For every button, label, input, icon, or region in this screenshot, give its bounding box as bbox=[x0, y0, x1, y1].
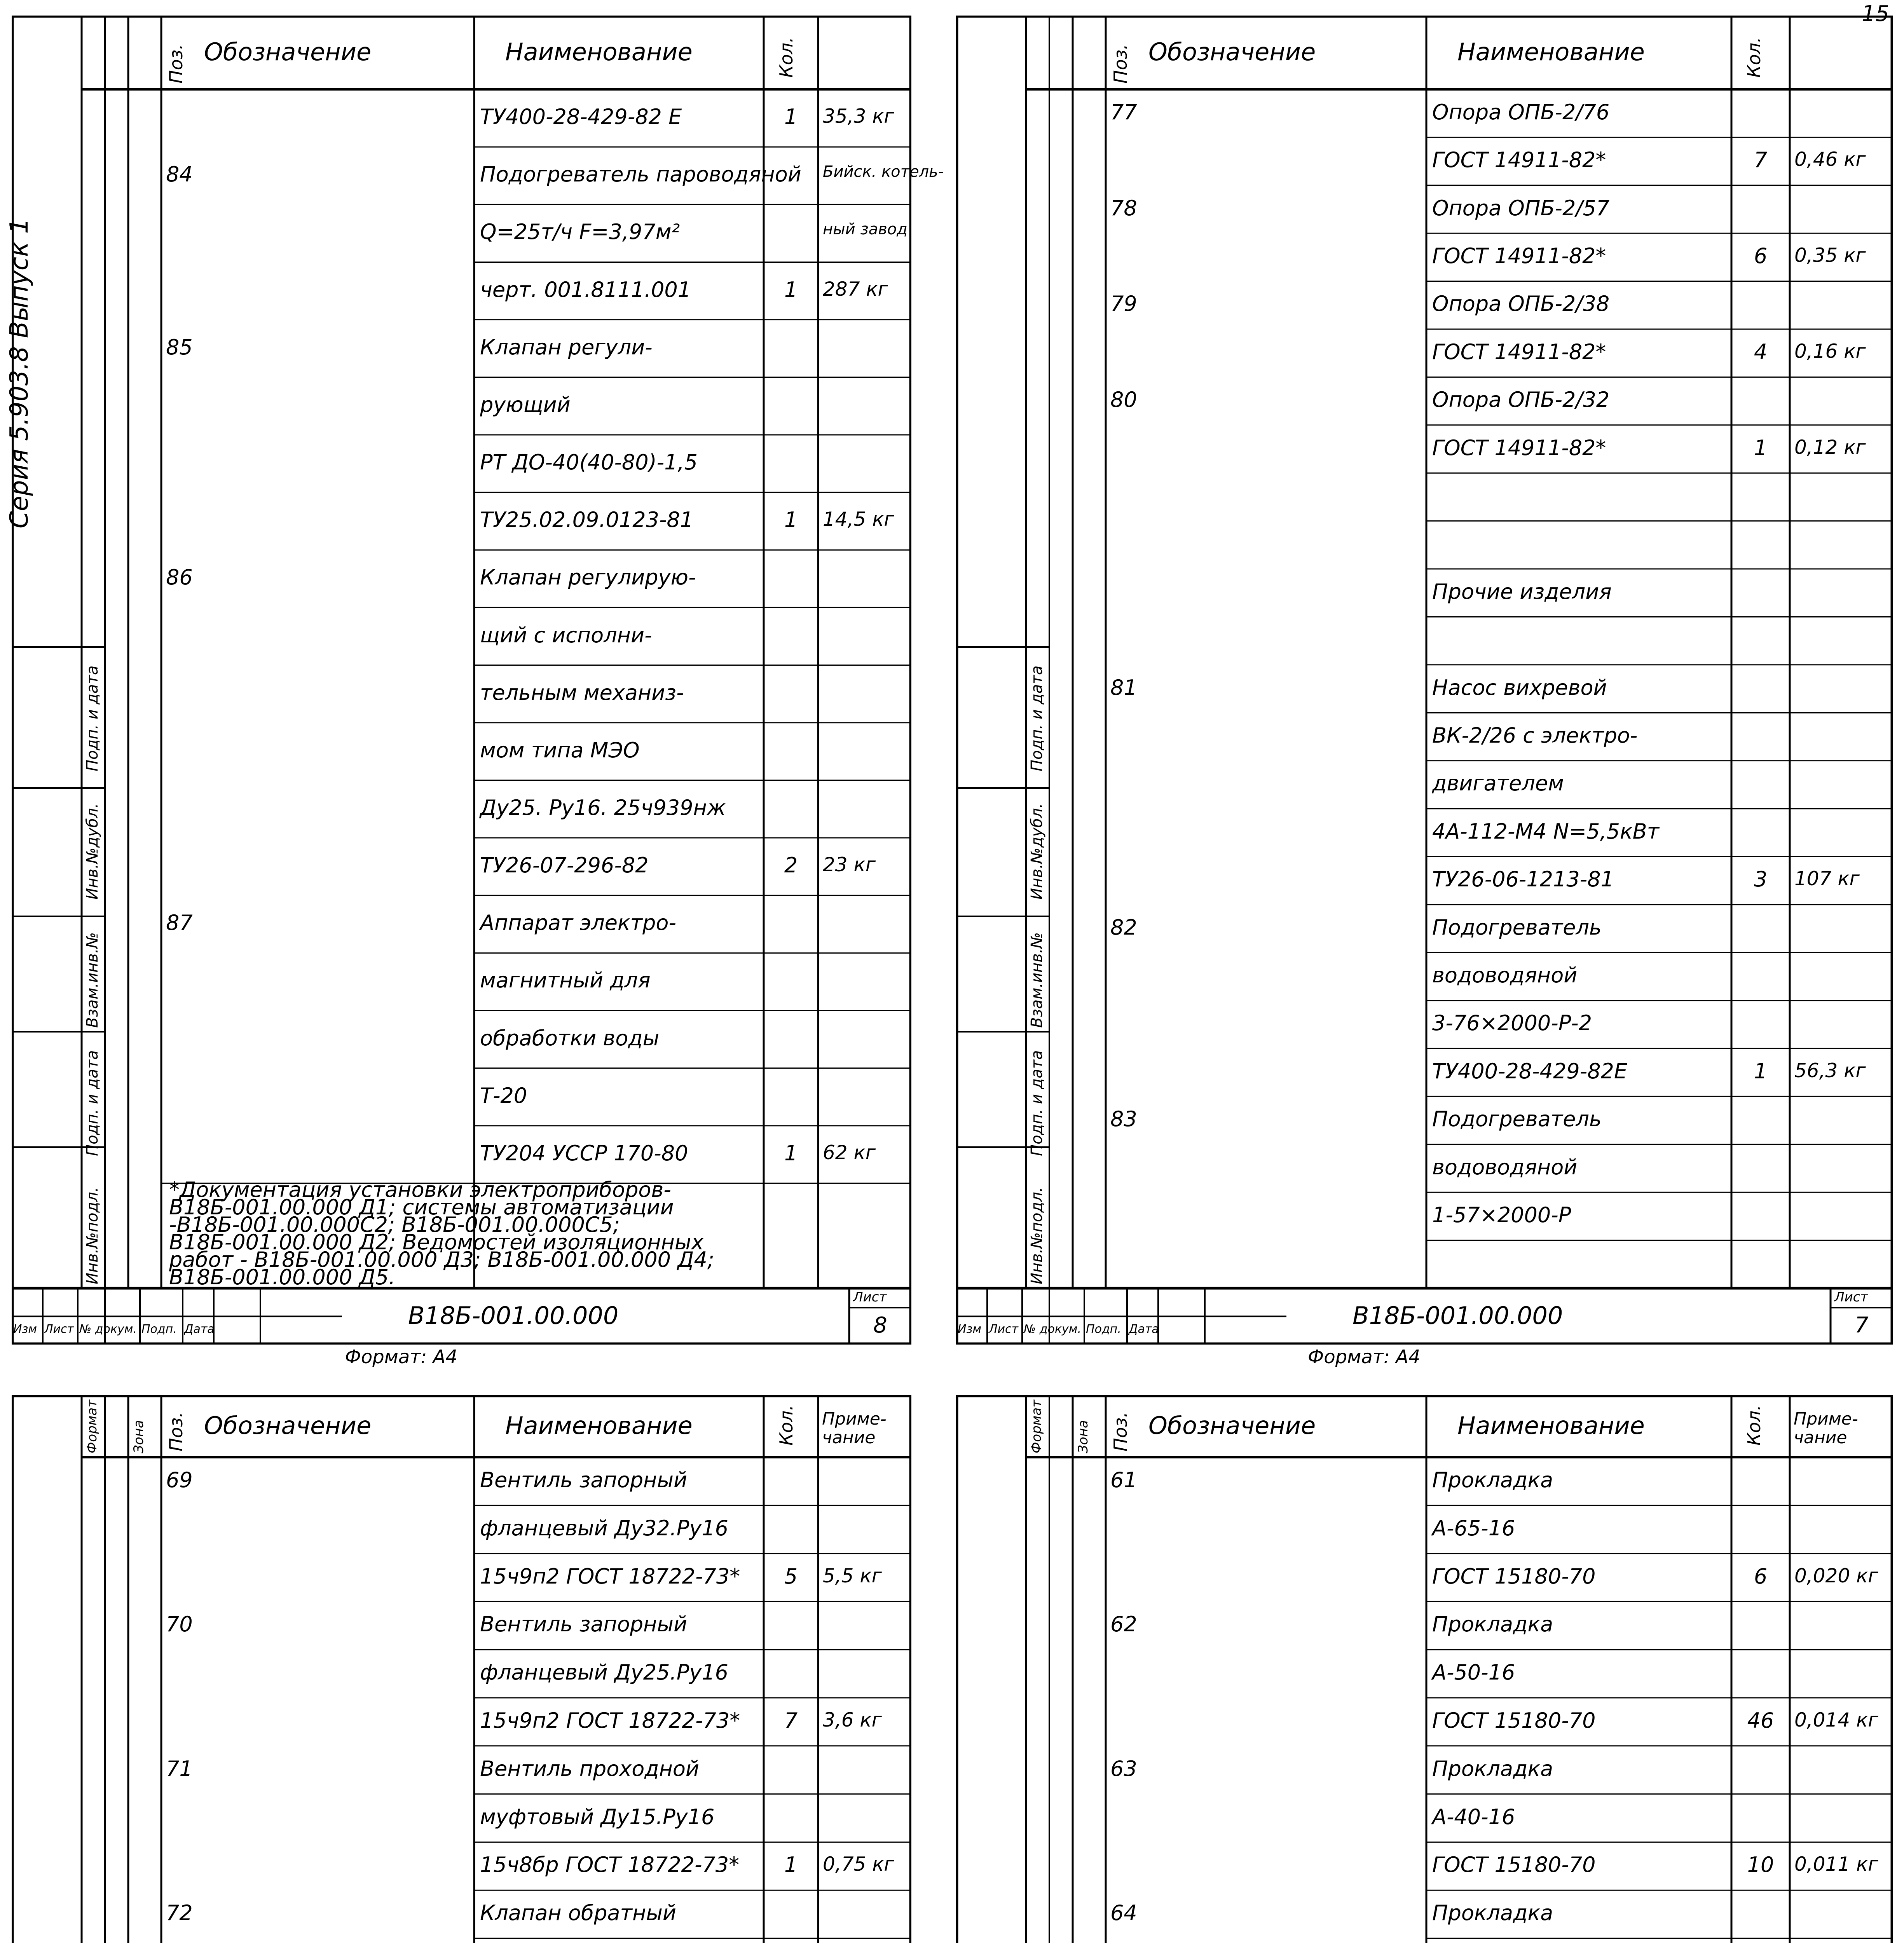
row-name: обработки воды bbox=[480, 1026, 660, 1050]
row-quantity: 10 bbox=[1747, 1852, 1774, 1877]
header-pos: Поз. bbox=[1110, 1412, 1131, 1451]
row-name: Опора ОПБ-2/38 bbox=[1432, 291, 1610, 316]
row-position: 80 bbox=[1110, 387, 1137, 412]
header-name: Наименование bbox=[1457, 38, 1645, 66]
row-name: ГОСТ 14911-82* bbox=[1432, 243, 1606, 268]
header-qty: Кол. bbox=[776, 37, 797, 78]
row-position: 71 bbox=[166, 1756, 193, 1781]
row-note: 14,5 кг bbox=[823, 508, 894, 531]
row-position: 79 bbox=[1110, 291, 1137, 316]
row-name: Опора ОПБ-2/32 bbox=[1432, 387, 1610, 412]
row-name: РТ ДО-40(40-80)-1,5 bbox=[480, 450, 698, 475]
header-format: Формат bbox=[1029, 1400, 1044, 1453]
tb-document-code: В18Б-001.00.000 bbox=[1353, 1301, 1563, 1330]
row-note: 23 кг bbox=[823, 853, 876, 876]
row-quantity: 1 bbox=[784, 1852, 798, 1877]
row-note: 3,6 кг bbox=[823, 1708, 882, 1731]
row-quantity: 3 bbox=[1754, 867, 1768, 892]
row-note: 0,011 кг bbox=[1794, 1853, 1878, 1876]
sheet-grid bbox=[956, 16, 1893, 1345]
footnote-line: В18Б-001.00.000 Д5. bbox=[169, 1265, 396, 1289]
tb-data: Дата bbox=[1129, 1322, 1159, 1336]
side-stamp-label: Инв.№дубл. bbox=[1028, 803, 1046, 900]
row-position: 61 bbox=[1110, 1467, 1137, 1492]
row-note: ный завод bbox=[823, 220, 907, 239]
row-quantity: 1 bbox=[1754, 435, 1768, 460]
row-name: 15ч9п2 ГОСТ 18722-73* bbox=[480, 1708, 740, 1733]
row-position: 70 bbox=[166, 1612, 193, 1637]
row-name: ГОСТ 15180-70 bbox=[1432, 1708, 1596, 1733]
row-note: 62 кг bbox=[823, 1141, 876, 1164]
row-name: мом типа МЭО bbox=[480, 738, 640, 762]
row-quantity: 4 bbox=[1754, 339, 1768, 364]
row-name: 15ч8бр ГОСТ 18722-73* bbox=[480, 1852, 740, 1877]
side-stamp-label: Подп. и дата bbox=[84, 665, 101, 771]
row-name: А-65-16 bbox=[1432, 1516, 1515, 1540]
row-quantity: 1 bbox=[784, 1141, 798, 1165]
row-note: 0,12 кг bbox=[1794, 436, 1866, 459]
row-position: 63 bbox=[1110, 1756, 1137, 1781]
tb-format-label: Формат: А4 bbox=[345, 1346, 458, 1368]
row-note: 287 кг bbox=[823, 277, 888, 300]
tb-izm: Изм bbox=[13, 1322, 37, 1336]
row-position: 64 bbox=[1110, 1901, 1137, 1926]
header-designation: Обозначение bbox=[1148, 38, 1316, 66]
tb-sheet-number: 8 bbox=[873, 1313, 887, 1338]
row-quantity: 1 bbox=[784, 105, 798, 129]
header-qty: Кол. bbox=[776, 1405, 797, 1446]
row-position: 72 bbox=[166, 1901, 193, 1926]
spec-sheet-6 bbox=[12, 1395, 911, 1943]
row-name: А-40-16 bbox=[1432, 1804, 1515, 1829]
row-name: Подогреватель bbox=[1432, 1107, 1602, 1132]
header-designation: Обозначение bbox=[1148, 1411, 1316, 1440]
row-quantity: 1 bbox=[784, 508, 798, 532]
row-name: ГОСТ 15180-70 bbox=[1432, 1564, 1596, 1589]
row-quantity: 7 bbox=[1754, 148, 1768, 173]
row-name: фланцевый Ду25.Ру16 bbox=[480, 1660, 729, 1685]
row-name: водоводяной bbox=[1432, 1155, 1578, 1179]
row-name: Подогреватель пароводяной bbox=[480, 162, 801, 187]
row-quantity: 1 bbox=[784, 277, 798, 302]
row-note: 107 кг bbox=[1794, 867, 1860, 890]
side-stamp-label: Взам.инв.№ bbox=[84, 932, 101, 1028]
row-position: 85 bbox=[166, 335, 193, 359]
row-note: 0,020 кг bbox=[1794, 1564, 1878, 1587]
row-name: ВК-2/26 с электро- bbox=[1432, 723, 1638, 748]
row-note: Бийск. котель- bbox=[823, 163, 944, 181]
row-position: 84 bbox=[166, 162, 193, 187]
row-note: 0,75 кг bbox=[823, 1853, 894, 1876]
row-quantity: 1 bbox=[1754, 1059, 1768, 1083]
tb-list: Лист bbox=[44, 1322, 74, 1336]
row-note: 56,3 кг bbox=[1794, 1059, 1866, 1082]
footnote-line: -В18Б-001.00.000С2; В18Б-001.00.000С5; bbox=[169, 1212, 620, 1237]
row-name: Клапан регулирую- bbox=[480, 565, 696, 590]
header-name: Наименование bbox=[505, 38, 693, 66]
header-pos: Поз. bbox=[1110, 44, 1131, 84]
tb-format-label: Формат: А4 bbox=[1308, 1346, 1421, 1368]
spec-sheet-8 bbox=[12, 16, 944, 1368]
row-name: Опора ОПБ-2/57 bbox=[1432, 195, 1610, 220]
row-name: щий с исполни- bbox=[480, 623, 652, 647]
footnote-line: В18Б-001.00.000 Д1; системы автоматизации bbox=[169, 1195, 674, 1219]
side-stamp-label: Взам.инв.№ bbox=[1028, 932, 1046, 1028]
header-note: Приме-чание bbox=[822, 1409, 887, 1448]
header-note: Приме-чание bbox=[1794, 1409, 1858, 1448]
tb-document-code: В18Б-001.00.000 bbox=[408, 1301, 619, 1330]
row-note: 5,5 кг bbox=[823, 1564, 882, 1587]
page-number: 15 bbox=[1862, 1, 1890, 26]
header-pos: Поз. bbox=[166, 1412, 187, 1451]
row-name: черт. 001.8111.001 bbox=[480, 277, 691, 302]
row-note: 0,16 кг bbox=[1794, 340, 1866, 363]
row-name: фланцевый Ду32.Ру16 bbox=[480, 1516, 729, 1540]
row-quantity: 7 bbox=[784, 1708, 798, 1733]
row-quantity: 2 bbox=[784, 853, 798, 878]
header-designation: Обозначение bbox=[204, 38, 372, 66]
header-qty: Кол. bbox=[1743, 37, 1764, 78]
row-name: Вентиль запорный bbox=[480, 1612, 688, 1637]
tb-izm: Изм bbox=[958, 1322, 982, 1336]
header-format: Формат bbox=[84, 1400, 100, 1453]
row-name: Клапан обратный bbox=[480, 1901, 677, 1926]
row-name: Прокладка bbox=[1432, 1467, 1553, 1492]
row-name: Насос вихревой bbox=[1432, 675, 1607, 700]
footnote-line: В18Б-001.00.000 Д2; Ведомостей изоляционных bbox=[169, 1230, 704, 1254]
row-quantity: 6 bbox=[1754, 1564, 1768, 1589]
row-name: ТУ204 УССР 170-80 bbox=[480, 1141, 688, 1165]
row-name: Опора ОПБ-2/76 bbox=[1432, 99, 1610, 124]
row-name: Прокладка bbox=[1432, 1612, 1553, 1637]
row-position: 82 bbox=[1110, 915, 1137, 940]
tb-ndoc: № докум. bbox=[79, 1322, 137, 1336]
row-position: 78 bbox=[1110, 195, 1137, 220]
row-name: Т-20 bbox=[480, 1083, 527, 1108]
footnote-line: *Документация установки электроприборов- bbox=[169, 1177, 671, 1202]
row-quantity: 46 bbox=[1747, 1708, 1774, 1733]
row-name: ТУ26-07-296-82 bbox=[480, 853, 649, 878]
row-name: Клапан регули- bbox=[480, 335, 653, 359]
row-position: 77 bbox=[1110, 99, 1137, 124]
row-name: Прокладка bbox=[1432, 1756, 1553, 1781]
tb-data: Дата bbox=[184, 1322, 215, 1336]
header-pos: Поз. bbox=[166, 44, 187, 84]
tb-list: Лист bbox=[989, 1322, 1019, 1336]
header-name: Наименование bbox=[505, 1411, 693, 1440]
row-name: 3-76×2000-Р-2 bbox=[1432, 1011, 1592, 1036]
row-name: Прочие изделия bbox=[1432, 579, 1612, 604]
row-name: Прокладка bbox=[1432, 1901, 1553, 1926]
row-name: двигателем bbox=[1432, 771, 1564, 796]
side-stamp-label: Инв.№подл. bbox=[84, 1187, 101, 1284]
spec-sheet-5 bbox=[956, 1395, 1893, 1943]
row-note: 0,35 кг bbox=[1794, 244, 1866, 267]
row-name: ГОСТ 14911-82* bbox=[1432, 435, 1606, 460]
row-note: 0,46 кг bbox=[1794, 148, 1866, 171]
spec-sheet-7 bbox=[956, 16, 1893, 1368]
header-zone: Зона bbox=[131, 1420, 147, 1453]
row-name: ГОСТ 14911-82* bbox=[1432, 148, 1606, 173]
row-name: рующий bbox=[480, 392, 571, 417]
row-name: Аппарат электро- bbox=[480, 910, 676, 935]
tb-podp: Подп. bbox=[141, 1322, 177, 1336]
row-name: Q=25т/ч F=3,97м² bbox=[480, 220, 680, 244]
tb-podp: Подп. bbox=[1086, 1322, 1121, 1336]
row-note: 0,014 кг bbox=[1794, 1708, 1878, 1731]
side-stamp-label: Подп. и дата bbox=[84, 1050, 101, 1156]
series-label: Серия 5.903.8 Выпуск 1 bbox=[5, 218, 34, 528]
row-quantity: 6 bbox=[1754, 243, 1768, 268]
row-name: Подогреватель bbox=[1432, 915, 1602, 940]
side-stamp-label: Инв.№дубл. bbox=[84, 803, 101, 900]
row-name: ТУ25.02.09.0123-81 bbox=[480, 508, 694, 532]
row-name: Вентиль проходной bbox=[480, 1756, 700, 1781]
row-name: муфтовый Ду15.Ру16 bbox=[480, 1804, 715, 1829]
tb-sheet-number: 7 bbox=[1855, 1313, 1869, 1338]
row-name: Ду25. Ру16. 25ч939нж bbox=[480, 795, 726, 820]
row-name: ТУ400-28-429-82Е bbox=[1432, 1059, 1628, 1083]
row-name: магнитный для bbox=[480, 968, 651, 993]
row-quantity: 5 bbox=[784, 1564, 798, 1589]
footnote-line: работ - В18Б-001.00.000 Д3; В18Б-001.00.000 Д4; bbox=[169, 1247, 714, 1272]
header-name: Наименование bbox=[1457, 1411, 1645, 1440]
header-designation: Обозначение bbox=[204, 1411, 372, 1440]
row-name: 1-57×2000-Р bbox=[1432, 1202, 1571, 1227]
row-name: ТУ400-28-429-82 Е bbox=[480, 105, 682, 129]
row-name: 4А-112-М4 N=5,5кВт bbox=[1432, 819, 1660, 844]
row-note: 35,3 кг bbox=[823, 105, 894, 128]
row-name: 15ч9п2 ГОСТ 18722-73* bbox=[480, 1564, 740, 1589]
row-name: водоводяной bbox=[1432, 963, 1578, 987]
side-stamp-label: Подп. и дата bbox=[1028, 1050, 1046, 1156]
row-name: Вентиль запорный bbox=[480, 1467, 688, 1492]
row-name: А-50-16 bbox=[1432, 1660, 1515, 1685]
row-position: 62 bbox=[1110, 1612, 1137, 1637]
row-position: 86 bbox=[166, 565, 193, 590]
row-position: 81 bbox=[1110, 675, 1137, 700]
tb-sheet-label: Лист bbox=[853, 1289, 887, 1305]
header-zone: Зона bbox=[1075, 1420, 1091, 1453]
row-position: 83 bbox=[1110, 1107, 1137, 1132]
side-stamp-label: Инв.№подл. bbox=[1028, 1187, 1046, 1284]
row-position: 87 bbox=[166, 910, 193, 935]
tb-ndoc: № докум. bbox=[1024, 1322, 1081, 1336]
row-name: ТУ26-06-1213-81 bbox=[1432, 867, 1614, 892]
row-name: ГОСТ 15180-70 bbox=[1432, 1852, 1596, 1877]
header-qty: Кол. bbox=[1743, 1405, 1764, 1446]
row-position: 69 bbox=[166, 1467, 193, 1492]
tb-sheet-label: Лист bbox=[1834, 1289, 1868, 1305]
side-stamp-label: Подп. и дата bbox=[1028, 665, 1046, 771]
row-name: ГОСТ 14911-82* bbox=[1432, 339, 1606, 364]
row-name: тельным механиз- bbox=[480, 680, 684, 705]
